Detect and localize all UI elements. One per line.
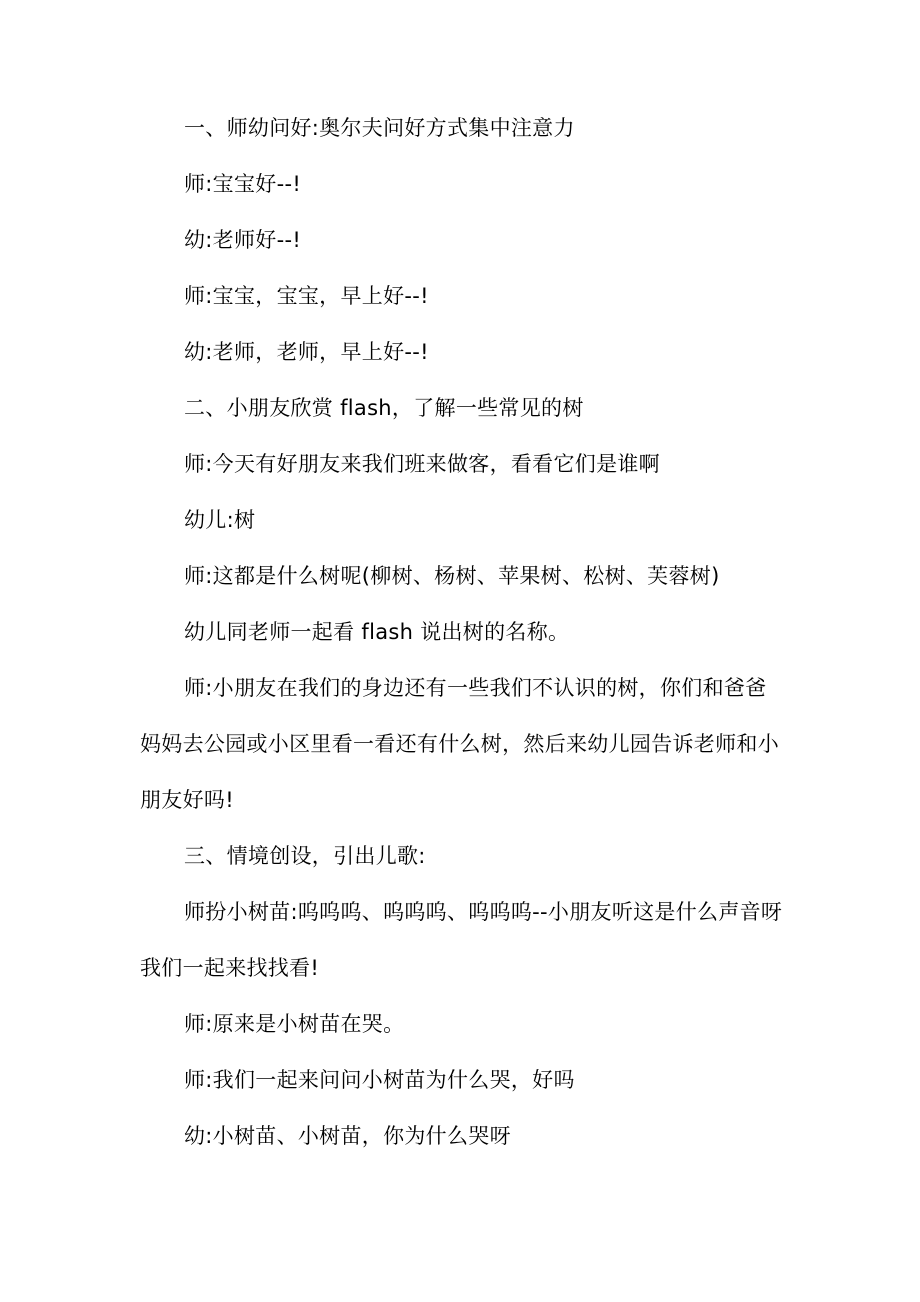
section-heading-1: 一、师幼问好:奥尔夫问好方式集中注意力 xyxy=(184,116,575,140)
paragraph-line: 师扮小树苗:呜呜呜、呜呜呜、呜呜呜--小朋友听这是什么声音呀 xyxy=(184,900,783,924)
paragraph-line: 幼儿:树 xyxy=(184,508,256,532)
paragraph-line: 幼:小树苗、小树苗，你为什么哭呀 xyxy=(184,1124,511,1148)
section-heading-3: 三、情境创设，引出儿歌: xyxy=(184,844,426,868)
paragraph-line: 师:今天有好朋友来我们班来做客，看看它们是谁啊 xyxy=(184,452,660,476)
paragraph-line: 幼:老师，老师，早上好--! xyxy=(184,340,429,364)
paragraph-line: 妈妈去公园或小区里看一看还有什么树，然后来幼儿园告诉老师和小 xyxy=(140,732,779,756)
paragraph-line: 师:我们一起来问问小树苗为什么哭，好吗 xyxy=(184,1068,575,1092)
section-heading-2: 二、小朋友欣赏 flash，了解一些常见的树 xyxy=(184,396,584,420)
paragraph-line: 我们一起来找找看! xyxy=(140,956,320,980)
paragraph-line: 幼:老师好--! xyxy=(184,228,302,252)
paragraph-line: 幼儿同老师一起看 flash 说出树的名称。 xyxy=(184,620,570,644)
paragraph-line: 师:宝宝好--! xyxy=(184,172,302,196)
paragraph-line: 朋友好吗! xyxy=(140,788,234,812)
paragraph-line: 师:宝宝，宝宝，早上好--! xyxy=(184,284,429,308)
paragraph-line: 师:小朋友在我们的身边还有一些我们不认识的树，你们和爸爸 xyxy=(184,676,767,700)
paragraph-line: 师:这都是什么树呢(柳树、杨树、苹果树、松树、芙蓉树) xyxy=(184,564,720,588)
paragraph-line: 师:原来是小树苗在哭。 xyxy=(184,1012,405,1036)
